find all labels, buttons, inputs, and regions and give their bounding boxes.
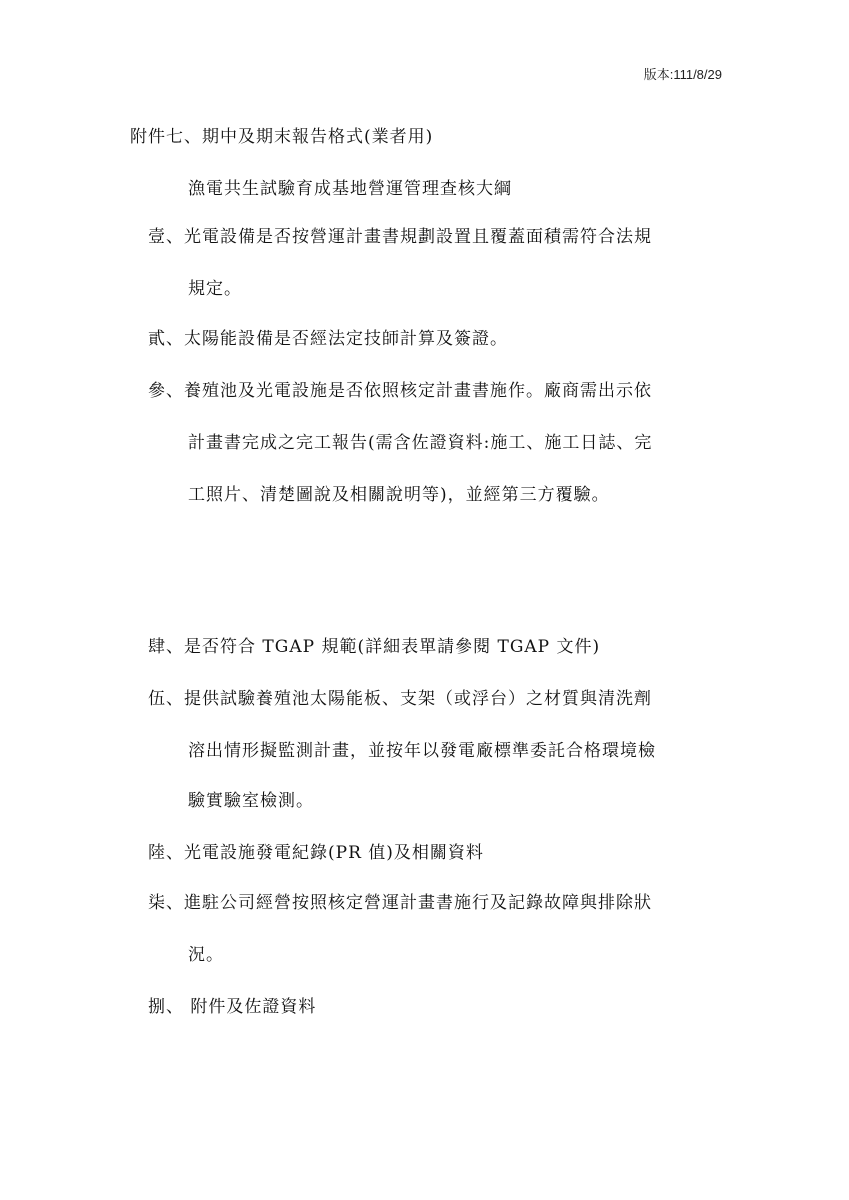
version-label: 版本:111/8/29 <box>643 67 722 82</box>
item-1-line-1: 壹、光電設備是否按營運計畫書規劃設置且覆蓋面積需符合法規 <box>148 227 652 247</box>
item-5-line-1: 伍、提供試驗養殖池太陽能板、支架（或浮台）之材質與清洗劑 <box>148 689 652 709</box>
item-5-line-2: 溶出情形擬監測計畫，並按年以發電廠標準委託合格環境檢 <box>188 741 656 761</box>
outline-title: 漁電共生試驗育成基地營運管理查核大綱 <box>188 179 512 199</box>
item-2: 貳、太陽能設備是否經法定技師計算及簽證。 <box>148 329 508 349</box>
item-3-line-2: 計畫書完成之完工報告(需含佐證資料:施工、施工日誌、完 <box>188 433 653 453</box>
item-7-line-2: 況。 <box>188 945 224 965</box>
item-3-line-3: 工照片、清楚圖說及相關說明等)，並經第三方覆驗。 <box>188 485 610 505</box>
item-5-line-3: 驗實驗室檢測。 <box>188 791 314 811</box>
item-7-line-1: 柒、進駐公司經營按照核定營運計畫書施行及記錄故障與排除狀 <box>148 893 652 913</box>
item-6: 陸、光電設施發電紀錄(PR 值)及相關資料 <box>148 843 484 863</box>
item-1-line-2: 規定。 <box>188 279 242 299</box>
item-8: 捌、 附件及佐證資料 <box>148 997 317 1017</box>
appendix-title: 附件七、期中及期末報告格式(業者用) <box>130 127 434 147</box>
item-3-line-1: 參、養殖池及光電設施是否依照核定計畫書施作。廠商需出示依 <box>148 381 652 401</box>
item-4: 肆、是否符合 TGAP 規範(詳細表單請參閱 TGAP 文件) <box>148 637 601 657</box>
